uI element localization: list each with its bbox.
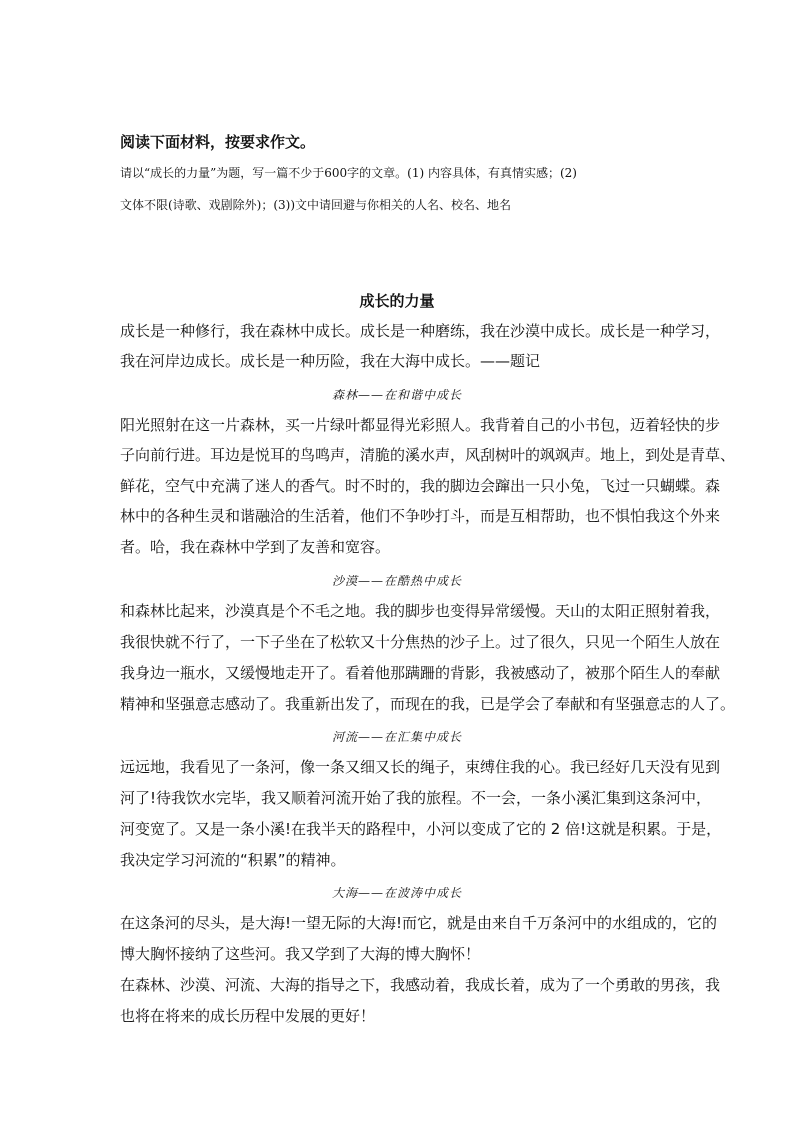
section-subtitle-desert: 沙漠——在酷热中成长 [331, 574, 462, 588]
paragraph-line: 在森林、沙漠、河流、大海的指导之下，我感动着，我成长着，成为了一个勇敢的男孩，我 [120, 976, 721, 994]
paragraph-line: 精神和坚强意志感动了。我重新出发了，而现在的我，已是学会了奉献和有坚强意志的人了。 [120, 695, 736, 713]
task-title: 阅读下面材料，按要求作文。 [120, 133, 316, 151]
essay-title: 成长的力量 [359, 292, 435, 310]
paragraph-line: 我身边一瓶水，又缓慢地走开了。看着他那蹒跚的背影，我被感动了，被那个陌生人的奉献 [120, 664, 721, 682]
paragraph-line: 河了!待我饮水完毕，我又顺着河流开始了我的旅程。不一会，一条小溪汇集到这条河中， [120, 789, 712, 807]
paragraph-line: 河变宽了。又是一条小溪!在我半天的路程中，小河以变成了它的 2 倍!这就是积累。于是， [120, 820, 722, 838]
section-subtitle-forest: 森林——在和谐中成长 [331, 388, 462, 402]
prompt-line-1: 请以“成长的力量”为题，写一篇不少于600字的文章。(1) 内容具体，有真情实感；(2) [120, 166, 577, 180]
intro-line: 我在河岸边成长。成长是一种历险，我在大海中成长。——题记 [120, 352, 541, 370]
paragraph-line: 阳光照射在这一片森林，买一片绿叶都显得光彩照人。我背着自己的小书包，迈着轻快的步 [120, 416, 721, 434]
section-subtitle-sea: 大海——在波涛中成长 [331, 886, 462, 900]
paragraph-line: 在这条河的尽头，是大海!一望无际的大海!而它，就是由来自千万条河中的水组成的，它的 [120, 914, 718, 932]
paragraph-line: 者。哈，我在森林中学到了友善和宽容。 [120, 538, 391, 556]
paragraph-line: 鲜花，空气中充满了迷人的香气。时不时的，我的脚边会蹿出一只小兔，飞过一只蝴蝶。森 [120, 477, 721, 495]
paragraph-line: 子向前行进。耳边是悦耳的鸟鸣声，清脆的溪水声，风刮树叶的飒飒声。地上，到处是青草、 [120, 446, 736, 464]
paragraph-line: 林中的各种生灵和谐融洽的生活着，他们不争吵打斗，而是互相帮助，也不惧怕我这个外来 [120, 507, 721, 525]
paragraph-line: 远远地，我看见了一条河，像一条又细又长的绳子，束缚住我的心。我已经好几天没有见到 [120, 758, 721, 776]
prompt-line-2: 文体不限(诗歌、戏剧除外)；(3))文中请回避与你相关的人名、校名、地名 [120, 198, 512, 212]
paragraph-line: 博大胸怀接纳了这些河。我又学到了大海的博大胸怀！ [120, 945, 481, 963]
paragraph-line: 也将在将来的成长历程中发展的更好！ [120, 1007, 376, 1025]
paragraph-line: 我决定学习河流的“积累”的精神。 [120, 851, 346, 869]
intro-line: 成长是一种修行，我在森林中成长。成长是一种磨练，我在沙漠中成长。成长是一种学习， [120, 322, 721, 340]
paragraph-line: 我很快就不行了，一下子坐在了松软又十分焦热的沙子上。过了很久，只见一个陌生人放在 [120, 633, 721, 651]
section-subtitle-river: 河流——在汇集中成长 [331, 730, 462, 744]
paragraph-line: 和森林比起来，沙漠真是个不毛之地。我的脚步也变得异常缓慢。天山的太阳正照射着我， [120, 602, 721, 620]
